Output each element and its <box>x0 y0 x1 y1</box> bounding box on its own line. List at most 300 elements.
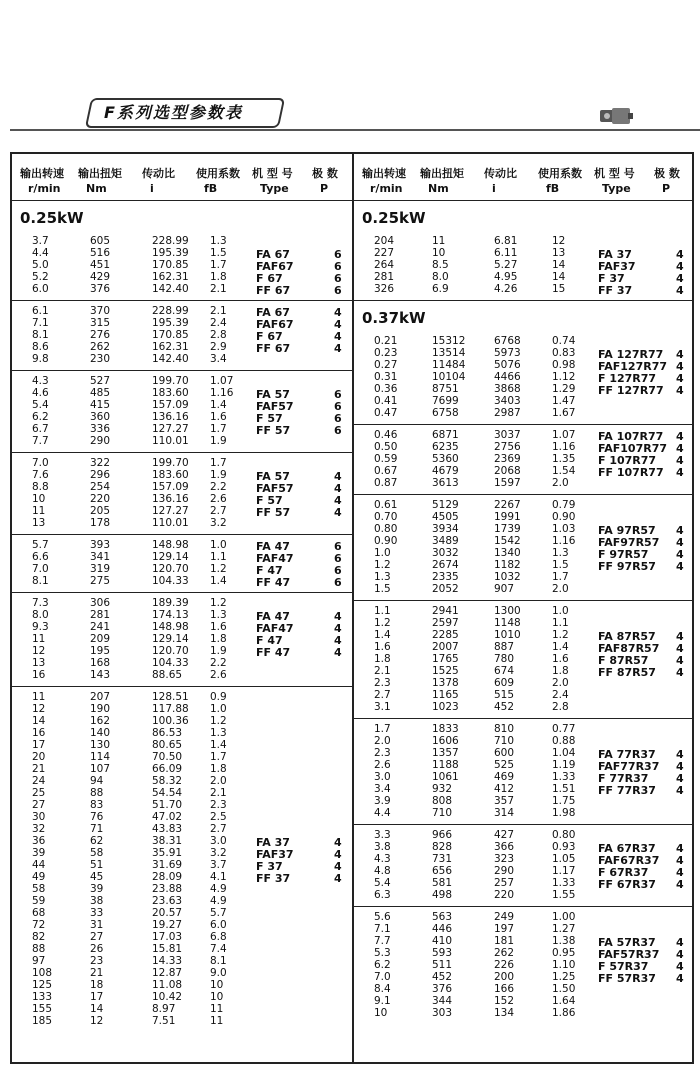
speed-cell: 8.6 <box>32 341 49 353</box>
type-list <box>256 611 294 659</box>
type-list <box>598 843 659 891</box>
type-label: FA 57 <box>256 388 290 401</box>
ratio-cell: 157.09 <box>152 399 189 411</box>
torque-cell: 516 <box>90 247 111 259</box>
ratio-cell: 54.54 <box>152 787 183 799</box>
torque-cell: 6871 <box>432 429 459 441</box>
ratio-cell: 148.98 <box>152 621 189 633</box>
ratio-cell: 127.27 <box>152 423 189 435</box>
table-row <box>12 493 352 505</box>
factor-cell: 2.8 <box>210 329 227 341</box>
ratio-cell: 710 <box>494 735 515 747</box>
table-row <box>354 283 694 295</box>
factor-cell: 15 <box>552 283 566 295</box>
power-label: 0.25kW <box>362 209 426 227</box>
table-row <box>12 967 352 979</box>
speed-cell: 7.0 <box>32 457 49 469</box>
ratio-cell: 129.14 <box>152 633 189 645</box>
ratio-cell: 2756 <box>494 441 521 453</box>
table-row <box>12 931 352 943</box>
torque-cell: 731 <box>432 853 453 865</box>
speed-cell: 1.0 <box>374 547 391 559</box>
pole-value: 4 <box>334 872 342 885</box>
table-row <box>12 575 352 587</box>
ratio-cell: 152 <box>494 995 515 1007</box>
ratio-cell: 195.39 <box>152 247 189 259</box>
type-label: FA 47 <box>256 610 290 623</box>
speed-cell: 185 <box>32 1015 53 1027</box>
header-ratio-cn: 传动比 <box>484 167 517 180</box>
table-row <box>354 923 694 935</box>
ratio-cell: 7.51 <box>152 1015 176 1027</box>
torque-cell: 593 <box>432 947 453 959</box>
torque-cell: 262 <box>90 341 111 353</box>
ratio-cell: 170.85 <box>152 329 189 341</box>
speed-cell: 16 <box>32 727 46 739</box>
type-label: FAF107R77 <box>598 442 668 455</box>
table-row <box>12 715 352 727</box>
table-row <box>12 799 352 811</box>
pole-value: 4 <box>334 860 342 873</box>
factor-cell: 2.4 <box>210 317 227 329</box>
pole-value: 4 <box>676 548 684 561</box>
ratio-cell: 128.51 <box>152 691 189 703</box>
ratio-cell: 19.27 <box>152 919 183 931</box>
header-torque-cn: 输出扭矩 <box>420 167 464 180</box>
speed-cell: 13 <box>32 517 46 529</box>
ratio-cell: 780 <box>494 653 515 665</box>
table-row <box>12 811 352 823</box>
speed-cell: 264 <box>374 259 395 271</box>
factor-cell: 2.1 <box>210 305 227 317</box>
speed-cell: 5.4 <box>32 399 49 411</box>
table-row <box>354 271 694 283</box>
ratio-cell: 2987 <box>494 407 521 419</box>
torque-cell: 563 <box>432 911 453 923</box>
ratio-cell: 157.09 <box>152 481 189 493</box>
speed-cell: 49 <box>32 871 46 883</box>
ratio-cell: 80.65 <box>152 739 183 751</box>
speed-cell: 82 <box>32 931 46 943</box>
torque-cell: 344 <box>432 995 453 1007</box>
factor-cell: 0.98 <box>552 359 576 371</box>
factor-cell: 2.6 <box>210 669 227 681</box>
torque-cell: 8751 <box>432 383 459 395</box>
ratio-cell: 199.70 <box>152 457 189 469</box>
torque-cell: 1061 <box>432 771 459 783</box>
torque-cell: 195 <box>90 645 111 657</box>
torque-cell: 114 <box>90 751 111 763</box>
ratio-cell: 181 <box>494 935 515 947</box>
torque-cell: 446 <box>432 923 453 935</box>
type-label: F 57 <box>256 412 283 425</box>
data-block <box>12 231 352 301</box>
pole-value: 4 <box>334 342 342 355</box>
factor-cell: 0.9 <box>210 691 227 703</box>
factor-cell: 1.67 <box>552 407 576 419</box>
speed-cell: 27 <box>32 799 46 811</box>
factor-cell: 1.0 <box>210 539 227 551</box>
factor-cell: 10 <box>210 979 224 991</box>
torque-cell: 281 <box>90 609 111 621</box>
column-header <box>354 154 694 201</box>
table-row <box>12 305 352 317</box>
torque-cell: 1357 <box>432 747 459 759</box>
pole-value: 4 <box>676 772 684 785</box>
speed-cell: 133 <box>32 991 53 1003</box>
header-type-en: Type <box>602 182 631 195</box>
factor-cell: 1.6 <box>210 621 227 633</box>
factor-cell: 1.2 <box>210 597 227 609</box>
torque-cell: 452 <box>432 971 453 983</box>
table-row <box>12 235 352 247</box>
ratio-cell: 166 <box>494 983 515 995</box>
table-row <box>12 517 352 529</box>
torque-cell: 296 <box>90 469 111 481</box>
type-label: FAF37 <box>598 260 636 273</box>
ratio-cell: 10.42 <box>152 991 183 1003</box>
type-label: FF 67 <box>256 342 291 355</box>
pole-value: 4 <box>334 848 342 861</box>
torque-cell: 2052 <box>432 583 459 595</box>
speed-cell: 4.4 <box>32 247 49 259</box>
ratio-cell: 110.01 <box>152 435 189 447</box>
speed-cell: 68 <box>32 907 46 919</box>
table-row <box>354 247 694 259</box>
header-speed-cn: 输出转速 <box>362 167 406 180</box>
pole-list <box>334 249 342 297</box>
speed-cell: 8.1 <box>32 575 49 587</box>
ratio-cell: 197 <box>494 923 515 935</box>
gearmotor-icon <box>598 106 634 126</box>
torque-cell: 303 <box>432 1007 453 1019</box>
type-label: FAF77R37 <box>598 760 660 773</box>
speed-cell: 1.1 <box>374 605 391 617</box>
factor-cell: 1.0 <box>552 605 569 617</box>
factor-cell: 4.9 <box>210 895 227 907</box>
type-list <box>256 541 294 589</box>
factor-cell: 7.4 <box>210 943 227 955</box>
factor-cell: 1.07 <box>552 429 576 441</box>
data-block <box>354 719 694 825</box>
ratio-cell: 452 <box>494 701 515 713</box>
torque-cell: 315 <box>90 317 111 329</box>
ratio-cell: 1542 <box>494 535 521 547</box>
factor-cell: 1.4 <box>210 575 227 587</box>
factor-cell: 1.16 <box>552 535 576 547</box>
torque-cell: 415 <box>90 399 111 411</box>
pole-value: 4 <box>676 642 684 655</box>
ratio-cell: 23.63 <box>152 895 183 907</box>
ratio-cell: 469 <box>494 771 515 783</box>
torque-cell: 376 <box>90 283 111 295</box>
table-row <box>12 871 352 883</box>
table-row <box>354 511 694 523</box>
type-list <box>598 631 659 679</box>
factor-cell: 1.3 <box>210 609 227 621</box>
header-speed-cn: 输出转速 <box>20 167 64 180</box>
ratio-cell: 262 <box>494 947 515 959</box>
header-speed-en: r/min <box>28 182 61 195</box>
type-label: FA 107R77 <box>598 430 664 443</box>
ratio-cell: 117.88 <box>152 703 189 715</box>
torque-cell: 828 <box>432 841 453 853</box>
type-label: FF 87R57 <box>598 666 656 679</box>
torque-cell: 71 <box>90 823 104 835</box>
ratio-cell: 199.70 <box>152 375 189 387</box>
torque-cell: 2285 <box>432 629 459 641</box>
pole-value: 4 <box>334 482 342 495</box>
ratio-cell: 14.33 <box>152 955 183 967</box>
type-label: FF 67 <box>256 284 291 297</box>
torque-cell: 39 <box>90 883 104 895</box>
factor-cell: 1.55 <box>552 889 576 901</box>
factor-cell: 1.3 <box>210 235 227 247</box>
torque-cell: 2941 <box>432 605 459 617</box>
type-label: FF 37 <box>256 872 291 885</box>
ratio-cell: 4466 <box>494 371 521 383</box>
table-row <box>12 539 352 551</box>
speed-cell: 0.41 <box>374 395 398 407</box>
ratio-cell: 515 <box>494 689 515 701</box>
speed-cell: 4.3 <box>374 853 391 865</box>
factor-cell: 1.7 <box>210 259 227 271</box>
torque-cell: 429 <box>90 271 111 283</box>
torque-cell: 376 <box>432 983 453 995</box>
torque-cell: 410 <box>432 935 453 947</box>
speed-cell: 59 <box>32 895 46 907</box>
table-row <box>354 701 694 713</box>
factor-cell: 1.17 <box>552 865 576 877</box>
table-row <box>12 621 352 633</box>
ratio-cell: 1182 <box>494 559 521 571</box>
table-row <box>12 271 352 283</box>
table-row <box>12 481 352 493</box>
speed-cell: 5.2 <box>32 271 49 283</box>
speed-cell: 25 <box>32 787 46 799</box>
header-ratio-en: i <box>150 182 154 195</box>
ratio-cell: 136.16 <box>152 493 189 505</box>
speed-cell: 3.1 <box>374 701 391 713</box>
pole-value: 4 <box>676 454 684 467</box>
torque-cell: 94 <box>90 775 104 787</box>
ratio-cell: 134 <box>494 1007 515 1019</box>
header-pole-cn: 极 数 <box>312 167 338 180</box>
factor-cell: 1.04 <box>552 747 576 759</box>
data-block <box>12 535 352 593</box>
ratio-cell: 86.53 <box>152 727 183 739</box>
table-row <box>354 1007 694 1019</box>
factor-cell: 2.0 <box>210 775 227 787</box>
speed-cell: 8.8 <box>32 481 49 493</box>
type-label: F 87R57 <box>598 654 649 667</box>
type-list <box>598 525 659 573</box>
type-label: FA 57R37 <box>598 936 656 949</box>
ratio-cell: 3037 <box>494 429 521 441</box>
data-block <box>354 601 694 719</box>
table-row <box>354 995 694 1007</box>
table-row <box>12 645 352 657</box>
header-rule <box>10 129 700 131</box>
ratio-cell: 148.98 <box>152 539 189 551</box>
type-label: F 127R77 <box>598 372 657 385</box>
speed-cell: 6.0 <box>32 283 49 295</box>
torque-cell: 1023 <box>432 701 459 713</box>
table-row <box>354 335 694 347</box>
ratio-cell: 183.60 <box>152 469 189 481</box>
speed-cell: 6.3 <box>374 889 391 901</box>
ratio-cell: 366 <box>494 841 515 853</box>
pole-list <box>676 749 684 797</box>
torque-cell: 1165 <box>432 689 459 701</box>
pole-value: 4 <box>334 306 342 319</box>
ratio-cell: 6768 <box>494 335 521 347</box>
factor-cell: 1.19 <box>552 759 576 771</box>
factor-cell: 1.5 <box>210 247 227 259</box>
speed-cell: 21 <box>32 763 46 775</box>
table-row <box>12 823 352 835</box>
table-row <box>12 991 352 1003</box>
torque-cell: 581 <box>432 877 453 889</box>
ratio-cell: 142.40 <box>152 353 189 365</box>
pole-value: 4 <box>676 960 684 973</box>
ratio-cell: 162.31 <box>152 271 189 283</box>
type-label: FAF127R77 <box>598 360 668 373</box>
factor-cell: 1.7 <box>210 751 227 763</box>
type-label: F 47 <box>256 634 283 647</box>
pole-list <box>676 349 684 397</box>
ratio-cell: 1991 <box>494 511 521 523</box>
type-label: F 57 <box>256 494 283 507</box>
speed-cell: 24 <box>32 775 46 787</box>
factor-cell: 2.7 <box>210 505 227 517</box>
speed-cell: 9.1 <box>374 995 391 1007</box>
pole-value: 4 <box>676 630 684 643</box>
type-list <box>598 349 667 397</box>
ratio-cell: 6.81 <box>494 235 518 247</box>
factor-cell: 3.7 <box>210 859 227 871</box>
torque-cell: 4505 <box>432 511 459 523</box>
ratio-cell: 226 <box>494 959 515 971</box>
torque-cell: 932 <box>432 783 453 795</box>
speed-cell: 7.3 <box>32 597 49 609</box>
ratio-cell: 314 <box>494 807 515 819</box>
torque-cell: 341 <box>90 551 111 563</box>
header-ratio-cn: 传动比 <box>142 167 175 180</box>
factor-cell: 1.75 <box>552 795 576 807</box>
type-list <box>256 837 294 885</box>
data-block <box>354 907 694 1024</box>
table-row <box>12 341 352 353</box>
data-block <box>12 453 352 535</box>
factor-cell: 11 <box>210 1015 224 1027</box>
ratio-cell: 104.33 <box>152 657 189 669</box>
ratio-cell: 1340 <box>494 547 521 559</box>
factor-cell: 1.0 <box>210 703 227 715</box>
ratio-cell: 47.02 <box>152 811 183 823</box>
ratio-cell: 142.40 <box>152 283 189 295</box>
ratio-cell: 1010 <box>494 629 521 641</box>
table-row <box>12 423 352 435</box>
factor-cell: 1.50 <box>552 983 576 995</box>
ratio-cell: 323 <box>494 853 515 865</box>
header-type-en: Type <box>260 182 289 195</box>
table-row <box>354 829 694 841</box>
ratio-cell: 5.27 <box>494 259 518 271</box>
speed-cell: 10 <box>32 493 46 505</box>
torque-cell: 393 <box>90 539 111 551</box>
pole-value: 4 <box>676 748 684 761</box>
ratio-cell: 127.27 <box>152 505 189 517</box>
torque-cell: 26 <box>90 943 104 955</box>
factor-cell: 2.1 <box>210 283 227 295</box>
ratio-cell: 104.33 <box>152 575 189 587</box>
type-label: FF 77R37 <box>598 784 656 797</box>
type-label: FAF67 <box>256 318 294 331</box>
table-row <box>12 551 352 563</box>
speed-cell: 2.7 <box>374 689 391 701</box>
factor-cell: 14 <box>552 259 566 271</box>
ratio-cell: 674 <box>494 665 515 677</box>
table-row <box>12 505 352 517</box>
torque-cell: 8.0 <box>432 271 449 283</box>
torque-cell: 306 <box>90 597 111 609</box>
speed-cell: 2.3 <box>374 747 391 759</box>
torque-cell: 1525 <box>432 665 459 677</box>
header-factor-en: fB <box>546 182 560 195</box>
speed-cell: 39 <box>32 847 46 859</box>
torque-cell: 143 <box>90 669 111 681</box>
header-torque-cn: 输出扭矩 <box>78 167 122 180</box>
factor-cell: 1.98 <box>552 807 576 819</box>
data-block <box>354 331 694 425</box>
speed-cell: 30 <box>32 811 46 823</box>
speed-cell: 12 <box>32 645 46 657</box>
factor-cell: 9.0 <box>210 967 227 979</box>
factor-cell: 0.90 <box>552 511 576 523</box>
type-label: FA 67 <box>256 248 290 261</box>
speed-cell: 0.87 <box>374 477 398 489</box>
type-list <box>256 471 294 519</box>
torque-cell: 58 <box>90 847 104 859</box>
pole-value: 4 <box>676 430 684 443</box>
speed-cell: 0.90 <box>374 535 398 547</box>
speed-cell: 0.59 <box>374 453 398 465</box>
factor-cell: 3.2 <box>210 517 227 529</box>
torque-cell: 1188 <box>432 759 459 771</box>
speed-cell: 2.6 <box>374 759 391 771</box>
factor-cell: 1.38 <box>552 935 576 947</box>
speed-cell: 5.0 <box>32 259 49 271</box>
speed-cell: 5.6 <box>374 911 391 923</box>
ratio-cell: 249 <box>494 911 515 923</box>
pole-value: 4 <box>676 466 684 479</box>
torque-cell: 62 <box>90 835 104 847</box>
speed-cell: 5.3 <box>374 947 391 959</box>
speed-cell: 3.7 <box>32 235 49 247</box>
speed-cell: 0.80 <box>374 523 398 535</box>
pole-value: 4 <box>334 610 342 623</box>
torque-cell: 511 <box>432 959 453 971</box>
type-label: FF 47 <box>256 576 291 589</box>
data-block <box>354 825 694 907</box>
torque-cell: 3934 <box>432 523 459 535</box>
table-row <box>12 353 352 365</box>
pole-value: 4 <box>676 248 684 261</box>
ratio-cell: 228.99 <box>152 235 189 247</box>
speed-cell: 44 <box>32 859 46 871</box>
table-row <box>12 329 352 341</box>
